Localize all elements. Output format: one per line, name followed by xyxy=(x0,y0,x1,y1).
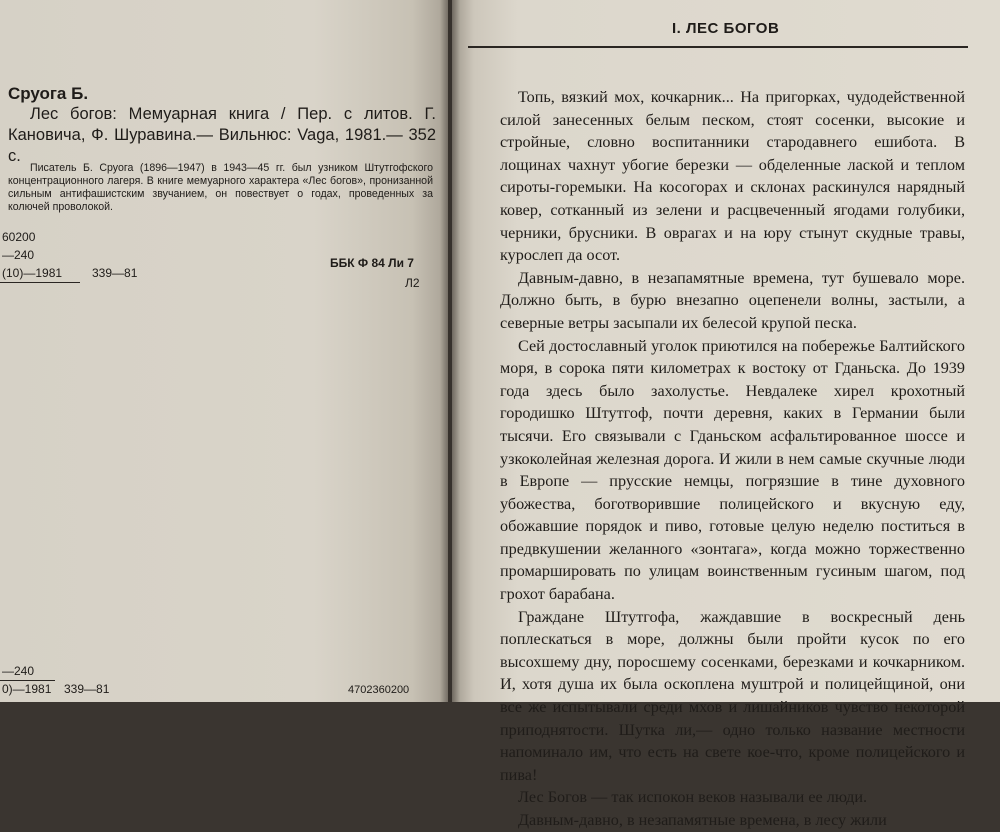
bibliographic-entry: Лес богов: Мемуарная книга / Пер. с литов. Г. Кановича, Ф. Шуравина.— Вильнюс: Vaga, 1981.— 352 с. xyxy=(8,105,436,165)
catalog-code-1: 60200 xyxy=(2,230,36,244)
catalog-code-5: 0)—1981 xyxy=(2,682,52,696)
book-gutter xyxy=(440,0,460,702)
catalog-code-4: —240 xyxy=(2,664,35,678)
chapter-body xyxy=(500,86,965,832)
paragraph: Граждане Штутгофа, жаждавшие в воскресный день поплескаться в море, должны были пройти кусок по его высохшему дну, поросшему сосенками, березками и кочкарником. И, хотя душа их была оскоплена муштрой и полицейщиной, они все же испытывали среди мхов и лишайников чувство некоторой приподнятости. Шутка ли,— одно только название местности напоминало им, что есть на свете кое-что, кроме полицейского и пива! xyxy=(500,607,965,784)
paragraph: Давным-давно, в незапамятные времена, тут бушевало море. Должно быть, в бурю внезапно оцепенели волны, застыли, а северные ветры засыпали их белесой крупой песка. xyxy=(500,268,965,332)
catalog-code-5b: 339—81 xyxy=(64,682,110,696)
catalog-code-2: —240 xyxy=(2,248,35,262)
paragraph: Давным-давно, в незапамятные времена, в лесу жили xyxy=(518,811,887,829)
book-annotation: Писатель Б. Сруога (1896—1947) в 1943—45 гг. был узником Штутгофского концентрационного лагеря. В книге мемуарного характера «Лес богов», пронизанной сильным антифашистским звучанием, он повествует о годах, проведенных за колючей проволокой. xyxy=(8,162,433,213)
paragraph: Топь, вязкий мох, кочкарник... На пригорках, чудодейственной силой занесенных белым песком, стоят сосенки, высокие и стройные, словно воспитанники стародавнего ешибота. В лощинах чахнут убогие березки — обделенные лаской и теплом сироты-горемыки. На косогорах и склонах раскинулся нарядный ковер, сотканный из зелени и расцвеченный ягодами голубики, черники, брусники. В оврагах и на юру стынут скудные травы, куроcлеп да осот. xyxy=(500,88,965,265)
fraction-line-top xyxy=(0,282,80,283)
chapter-rule xyxy=(468,46,968,48)
chapter-title: I. ЛЕС БОГОВ xyxy=(672,20,780,37)
paragraph: Сей достославный уголок приютился на побережье Балтийского моря, в сорока пяти километрах к востоку от Гданьска. До 1939 года здесь было захолустье. Невдалеке хирел крохотный городишко Штутгоф, почти деревня, каких в Германии были тысячи. Его связывали с Гданьском асфальтированное шоссе и узкоколейная железная дорога. И жили в нем самые скучные люди в Европе — прусские немцы, погрязшие в тине духовного убожества, боготворившие полицейского и вкусную еду, обожавшие порядок и пиво, готовые целую неделю поститься в предвкушении желанного «зонтага», когда можно торжественно промаршировать по улицам воинственным гусиным шагом, под грохот барабана. xyxy=(500,336,965,604)
paragraph: Лес Богов — так испокон веков называли ее люди. xyxy=(518,788,868,807)
isbn-code: 4702360200 xyxy=(348,684,410,696)
bbk-code: ББК Ф 84 Ли 7 xyxy=(330,256,414,270)
catalog-code-3: (10)—1981 xyxy=(2,266,63,280)
l2-code: Л2 xyxy=(405,276,420,290)
fraction-line-bottom xyxy=(0,680,55,681)
author-name: Сруога Б. xyxy=(8,84,89,103)
catalog-code-3b: 339—81 xyxy=(92,266,138,280)
